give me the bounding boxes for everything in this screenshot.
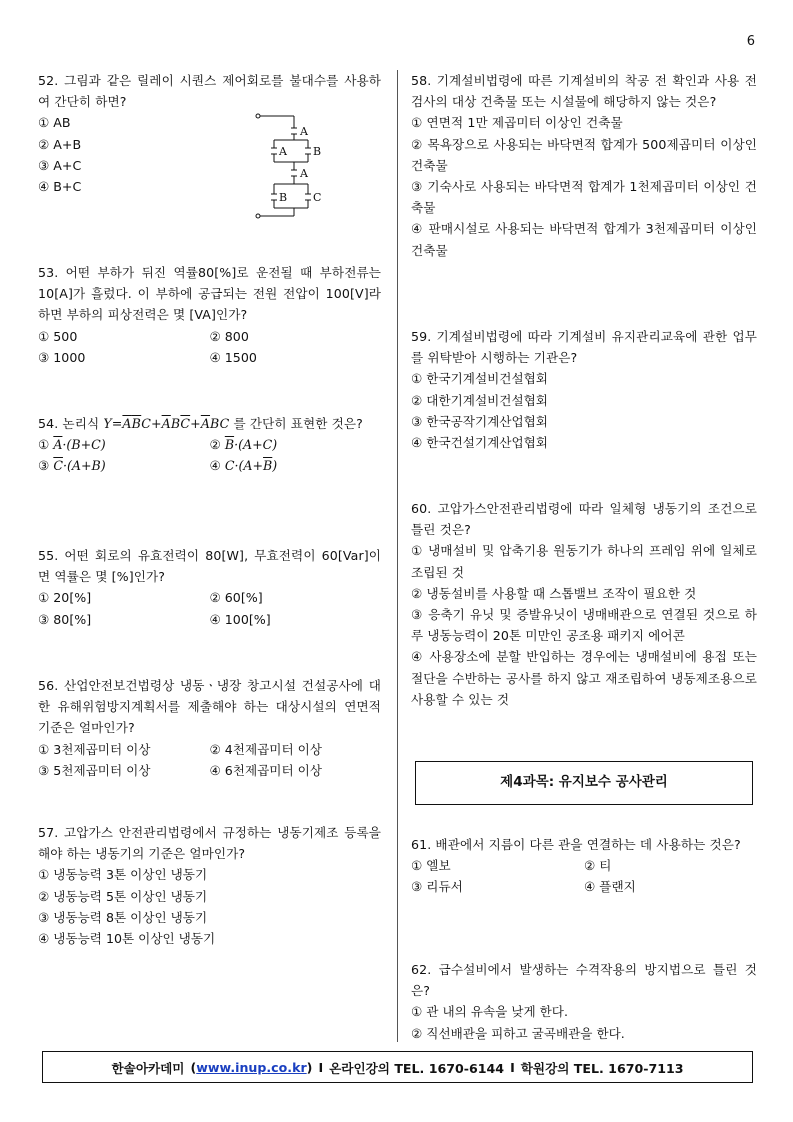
q53-option-4: ④ 1500: [209, 349, 257, 365]
q58-option-2: ② 목욕장으로 사용되는 바닥면적 합계가 500제곱미터 이상인 건축물: [411, 136, 757, 173]
q57-option-4: ④ 냉동능력 10톤 이상인 냉동기: [38, 931, 216, 947]
q60-option-2: ② 냉동설비를 사용할 때 스톱밸브 조작이 필요한 것: [411, 585, 697, 601]
q58-option-4: ④ 판매시설로 사용되는 바닥면적 합계가 3천제곱미터 이상인 건축물: [411, 221, 757, 258]
question-54-prefix: 54. 논리식: [38, 416, 104, 431]
question-55: [38, 545, 381, 630]
question-60-text: 60. 고압가스안전관리법령에 따라 일체형 냉동기의 조건으로 틀린 것은?: [411, 501, 757, 538]
q56-option-1: ① 3천제곱미터 이상: [38, 741, 151, 757]
question-59-text: 59. 기계설비법령에 따라 기계설비 유지관리교육에 관한 업무를 위탁받아 시행하는 기관은?: [411, 329, 757, 366]
page-number: 6: [746, 34, 755, 49]
column-divider: [397, 70, 398, 1042]
relay-sequence-diagram: [252, 108, 342, 224]
q53-option-2: ② 800: [209, 328, 249, 344]
footer-academy-name: 한솔아카데미: [111, 1060, 185, 1076]
question-60: [411, 498, 757, 710]
q57-option-1: ① 냉동능력 3톤 이상인 냉동기: [38, 867, 208, 883]
question-56-text: 56. 산업안전보건법령상 냉동ㆍ냉장 창고시설 건설공사에 대한 유해위험방지계획서를 제출해야 하는 대상시설의 연면적 기준은 얼마인가?: [38, 678, 381, 736]
question-58-text: 58. 기계설비법령에 따른 기계설비의 착공 전 확인과 사용 전 검사의 대상 건축물 또는 시설물에 해당하지 않는 것은?: [411, 73, 757, 110]
q56-option-3: ③ 5천제곱미터 이상: [38, 762, 151, 778]
q54-option-1: ① $\overline{A}\cdot(B+C)$: [38, 437, 106, 453]
question-59: [411, 326, 757, 453]
q52-option-4: ④ B+C: [38, 179, 82, 195]
q52-option-3: ③ A+C: [38, 157, 82, 173]
question-54-suffix: 를 간단히 표현한 것은?: [229, 416, 363, 431]
diagram-label-b2: B: [279, 191, 288, 204]
q54-expression: $Y=\overline{A}\overline{B}C+\overline{A}B\overline{C}+\overline{A}BC$: [103, 416, 230, 431]
q54-option-3: ③ $\overline{C}\cdot(A+B)$: [38, 458, 106, 474]
question-53-text: 53. 어떤 부하가 뒤진 역률80[%]로 운전될 때 부하전류는 10[A]가 흘렀다. 이 부하에 공급되는 전원 전압이 100[V]라 하면 부하의 피상전력은 몇 [VA]인가?: [38, 265, 381, 323]
question-52: [38, 70, 381, 204]
footer-separator-1: I: [318, 1059, 324, 1075]
q55-option-3: ③ 80[%]: [38, 611, 92, 627]
q59-option-4: ④ 한국건설기계산업협회: [411, 435, 548, 451]
footer-online-phone: 온라인강의 TEL. 1670-6144: [329, 1060, 505, 1076]
q58-option-1: ① 연면적 1만 제곱미터 이상인 건축물: [411, 115, 623, 131]
footer-banner: 한솔아카데미 (www.inup.co.kr) I 온라인강의 TEL. 1670-6144 I 학원강의 TEL. 1670-7113: [42, 1051, 753, 1083]
q61-option-3: ③ 리듀서: [411, 879, 463, 895]
section-4-heading: 제4과목: 유지보수 공사관리: [415, 761, 753, 805]
q56-option-4: ④ 6천제곱미터 이상: [209, 762, 322, 778]
diagram-label-b1: B: [313, 145, 322, 158]
q61-option-1: ① 엘보: [411, 858, 451, 874]
question-55-text: 55. 어떤 회로의 유효전력이 80[W], 무효전력이 60[Var]이면 역률은 몇 [%]인가?: [38, 548, 381, 585]
q55-option-1: ① 20[%]: [38, 590, 92, 606]
question-52-text: 52. 그림과 같은 릴레이 시퀀스 제어회로를 불대수를 사용하여 간단히 하면?: [38, 73, 381, 110]
question-62-text: 62. 급수설비에서 발생하는 수격작용의 방지법으로 틀린 것은?: [411, 962, 757, 999]
diagram-label-c: C: [313, 191, 322, 204]
diagram-label-a1: A: [300, 125, 308, 138]
q56-option-2: ② 4천제곱미터 이상: [209, 741, 322, 757]
question-57: [38, 822, 381, 949]
diagram-label-a2: A: [279, 145, 287, 158]
q60-option-4: ④ 사용장소에 분할 반입하는 경우에는 냉매설비에 용접 또는 절단을 수반하는 공사를 하지 않고 재조립하여 냉동제조용으로 사용할 수 있는 것: [411, 649, 757, 707]
question-61-text: 61. 배관에서 지름이 다른 관을 연결하는 데 사용하는 것은?: [411, 837, 741, 852]
q54-option-4: ④ $C\cdot(A+\overline{B})$: [209, 458, 278, 474]
q61-option-4: ④ 플랜지: [584, 879, 636, 895]
q57-option-3: ③ 냉동능력 8톤 이상인 냉동기: [38, 909, 208, 925]
q58-option-3: ③ 기숙사로 사용되는 바닥면적 합계가 1천제곱미터 이상인 건축물: [411, 179, 757, 216]
q62-option-1: ① 관 내의 유속을 낮게 한다.: [411, 1004, 568, 1020]
footer-separator-2: I: [510, 1059, 515, 1075]
footer-offline-phone: 학원강의 TEL. 1670-7113: [520, 1060, 684, 1076]
question-61: [411, 834, 757, 898]
diagram-label-a3: A: [300, 167, 308, 180]
q60-option-1: ① 냉매설비 및 압축기용 원동기가 하나의 프레임 위에 일체로 조립된 것: [411, 543, 757, 580]
footer-website-link[interactable]: www.inup.co.kr: [196, 1059, 307, 1075]
q52-option-2: ② A+B: [38, 136, 82, 152]
q52-option-1: ① AB: [38, 115, 71, 131]
q54-option-2: ② $\overline{B}\cdot(A+C)$: [209, 437, 278, 453]
q59-option-2: ② 대한기계설비건설협회: [411, 392, 548, 408]
question-57-text: 57. 고압가스 안전관리법령에서 규정하는 냉동기제조 등록을 해야 하는 냉동기의 기준은 얼마인가?: [38, 825, 381, 862]
question-53: [38, 262, 381, 368]
q57-option-2: ② 냉동능력 5톤 이상인 냉동기: [38, 888, 208, 904]
q60-option-3: ③ 응축기 유닛 및 증발유닛이 냉매배관으로 연결된 것으로 하루 냉동능력이 20톤 미만인 공조용 패키지 에어콘: [411, 607, 757, 644]
q59-option-3: ③ 한국공작기계산업협회: [411, 413, 548, 429]
question-62: [411, 959, 757, 1044]
question-54: [38, 413, 381, 477]
question-56: [38, 675, 381, 781]
question-58: [411, 70, 757, 261]
q62-option-2: ② 직선배관을 피하고 굴곡배관을 한다.: [411, 1025, 625, 1041]
q53-option-1: ① 500: [38, 328, 78, 344]
q55-option-4: ④ 100[%]: [209, 611, 271, 627]
q55-option-2: ② 60[%]: [209, 590, 263, 606]
q53-option-3: ③ 1000: [38, 349, 86, 365]
q61-option-2: ② 티: [584, 858, 612, 874]
q59-option-1: ① 한국기계설비건설협회: [411, 371, 548, 387]
